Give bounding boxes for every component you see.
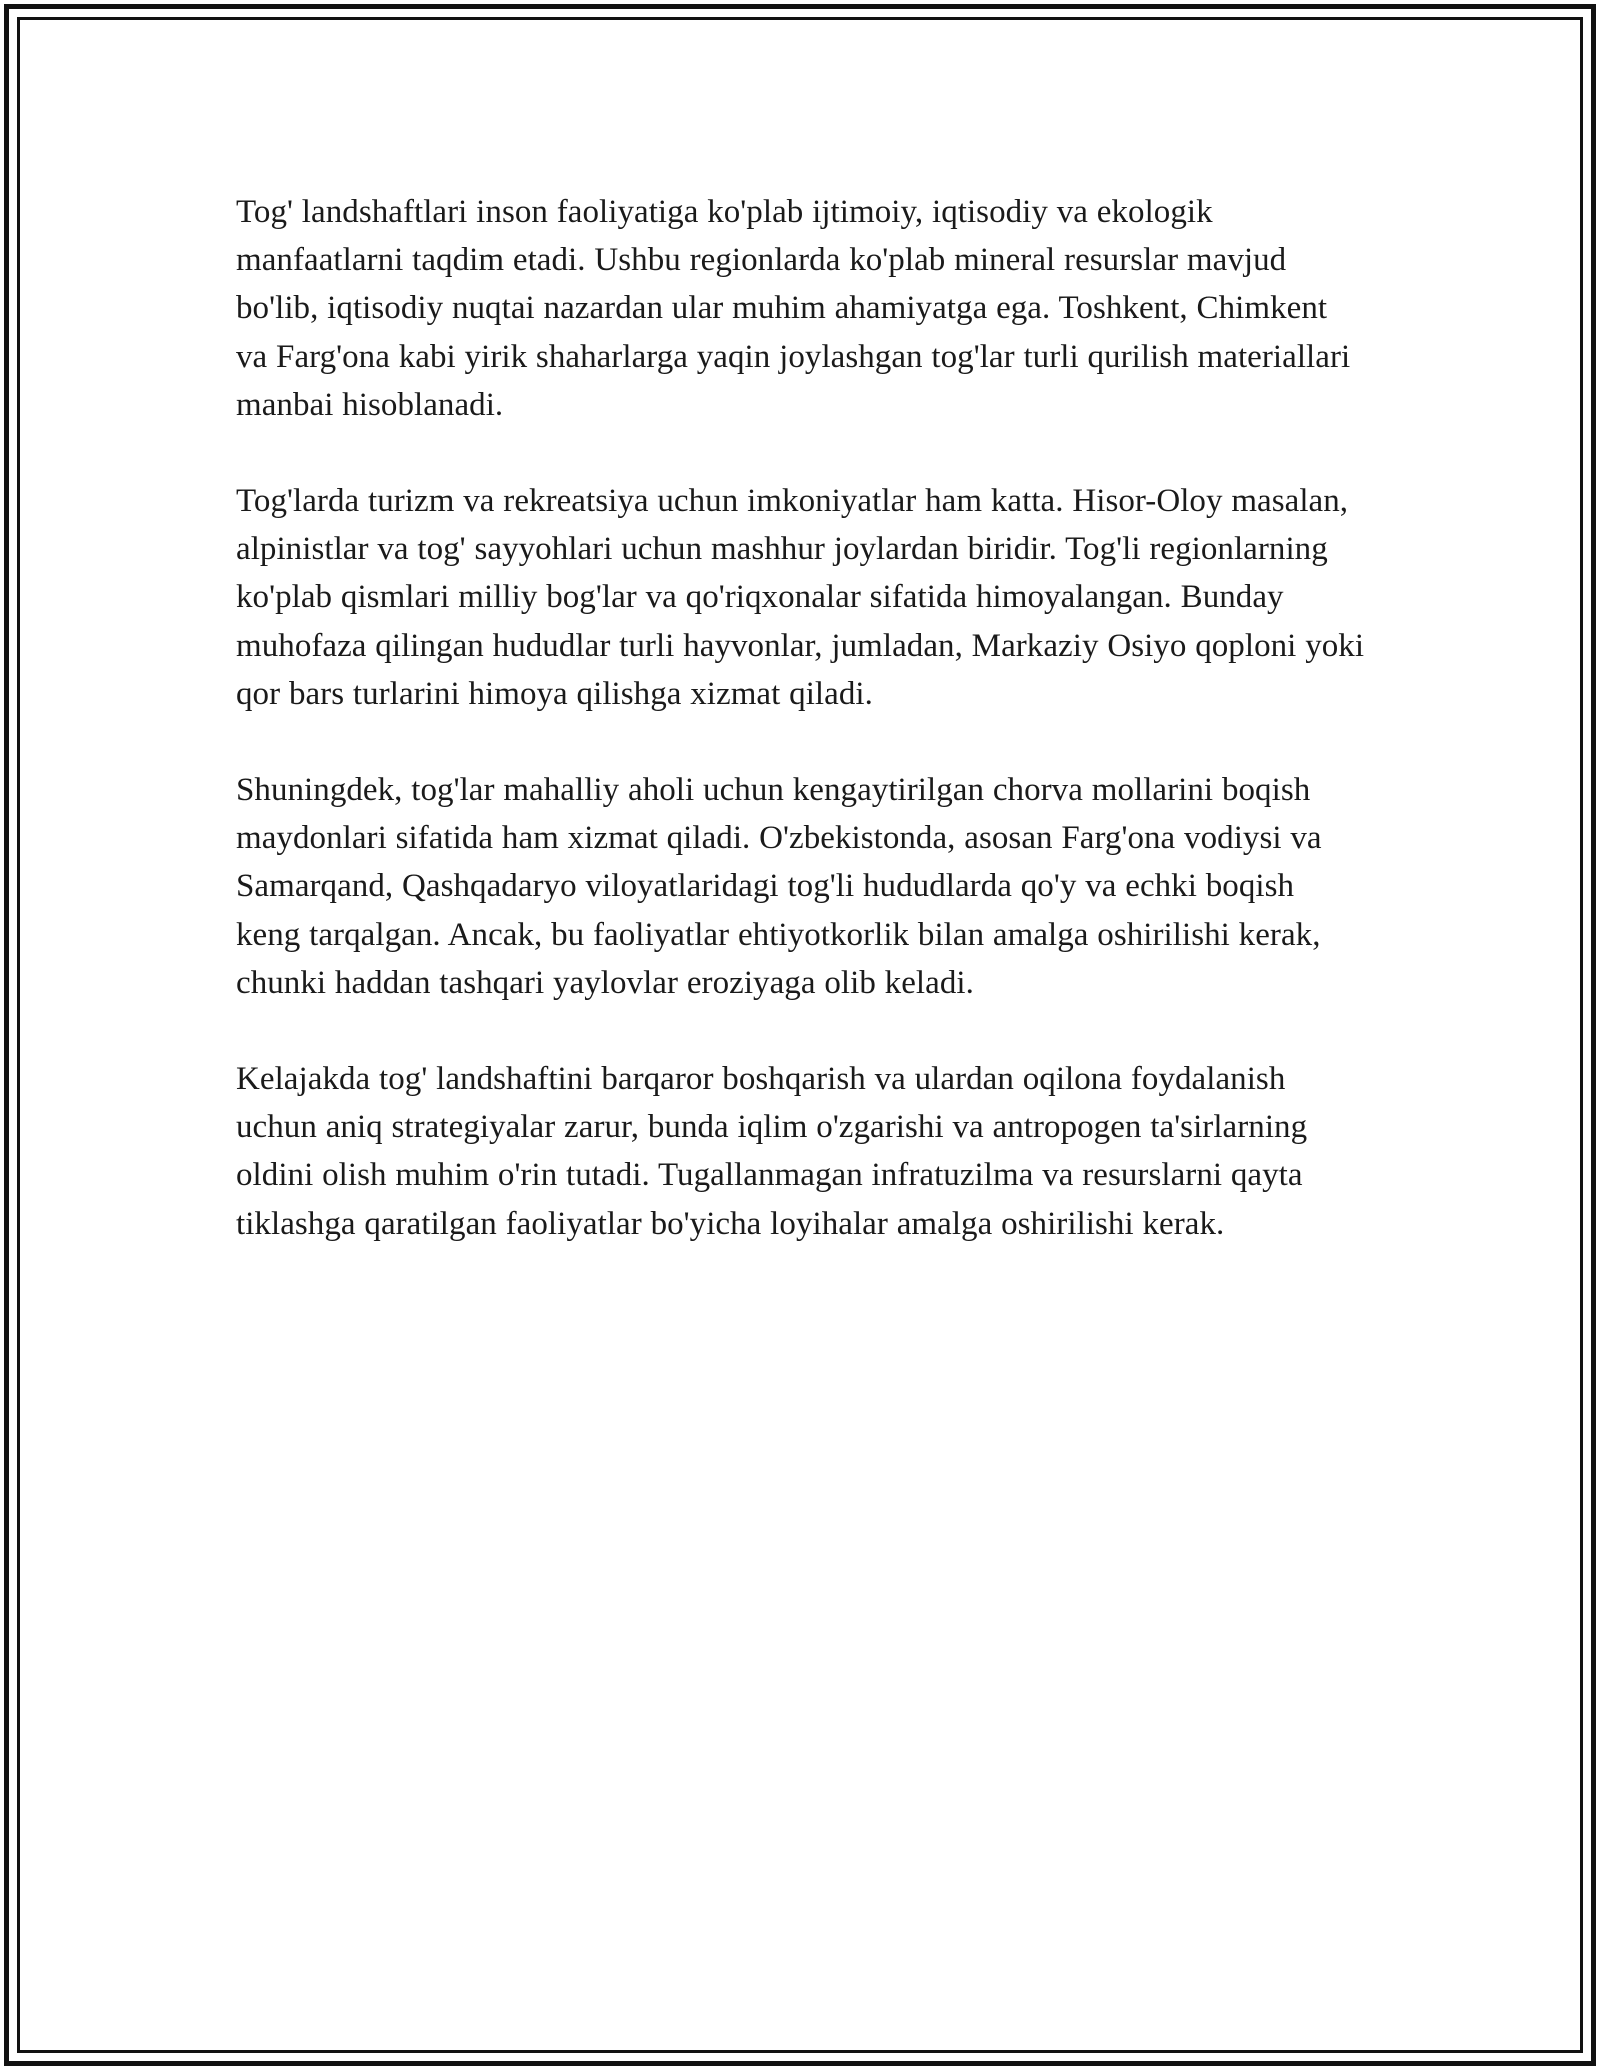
paragraph-mountain-benefits: Tog' landshaftlari inson faoliyatiga ko'plab ijtimoiy, iqtisodiy va ekologik manfaatlarni taqdim etadi. Ushbu regionlarda ko'plab mineral resurslar mavjud bo'lib, iqtisodiy nuqtai nazardan ular muhim ahamiyatga ega. Toshkent, Chimkent va Farg'ona kabi yirik shaharlarga yaqin joylashgan tog'lar turli qurilish materiallari manbai hisoblanadi. <box>236 194 1351 423</box>
document-body <box>236 188 1366 1296</box>
paragraph-tourism-recreation: Tog'larda turizm va rekreatsiya uchun imkoniyatlar ham katta. Hisor-Oloy masalan, alpinistlar va tog' sayyohlari uchun mashhur joylardan biridir. Tog'li regionlarning ko'plab qismlari milliy bog'lar va qo'riqxonalar sifatida himoyalangan. Bunday muhofaza qilingan hududlar turli hayvonlar, jumladan, Markaziy Osiyo qoploni yoki qor bars turlarini himoya qilishga xizmat qiladi. <box>236 483 1365 712</box>
paragraph-livestock-grazing: Shuningdek, tog'lar mahalliy aholi uchun kengaytirilgan chorva mollarini boqish maydonlari sifatida ham xizmat qiladi. O'zbekistonda, asosan Farg'ona vodiysi va Samarqand, Qashqadaryo viloyatlaridagi tog'li hududlarda qo'y va echki boqish keng tarqalgan. Ancak, bu faoliyatlar ehtiyotkorlik bilan amalga oshirilishi kerak, chunki haddan tashqari yaylovlar eroziyaga olib keladi. <box>236 772 1322 1001</box>
paragraph-future-management: Kelajakda tog' landshaftini barqaror boshqarish va ulardan oqilona foydalanish uchun aniq strategiyalar zarur, bunda iqlim o'zgarishi va antropogen ta'sirlarning oldini olish muhim o'rin tutadi. Tugallanmagan infratuzilma va resurslarni qayta tiklashga qaratilgan faoliyatlar bo'yicha loyihalar amalga oshirilishi kerak. <box>236 1061 1308 1242</box>
